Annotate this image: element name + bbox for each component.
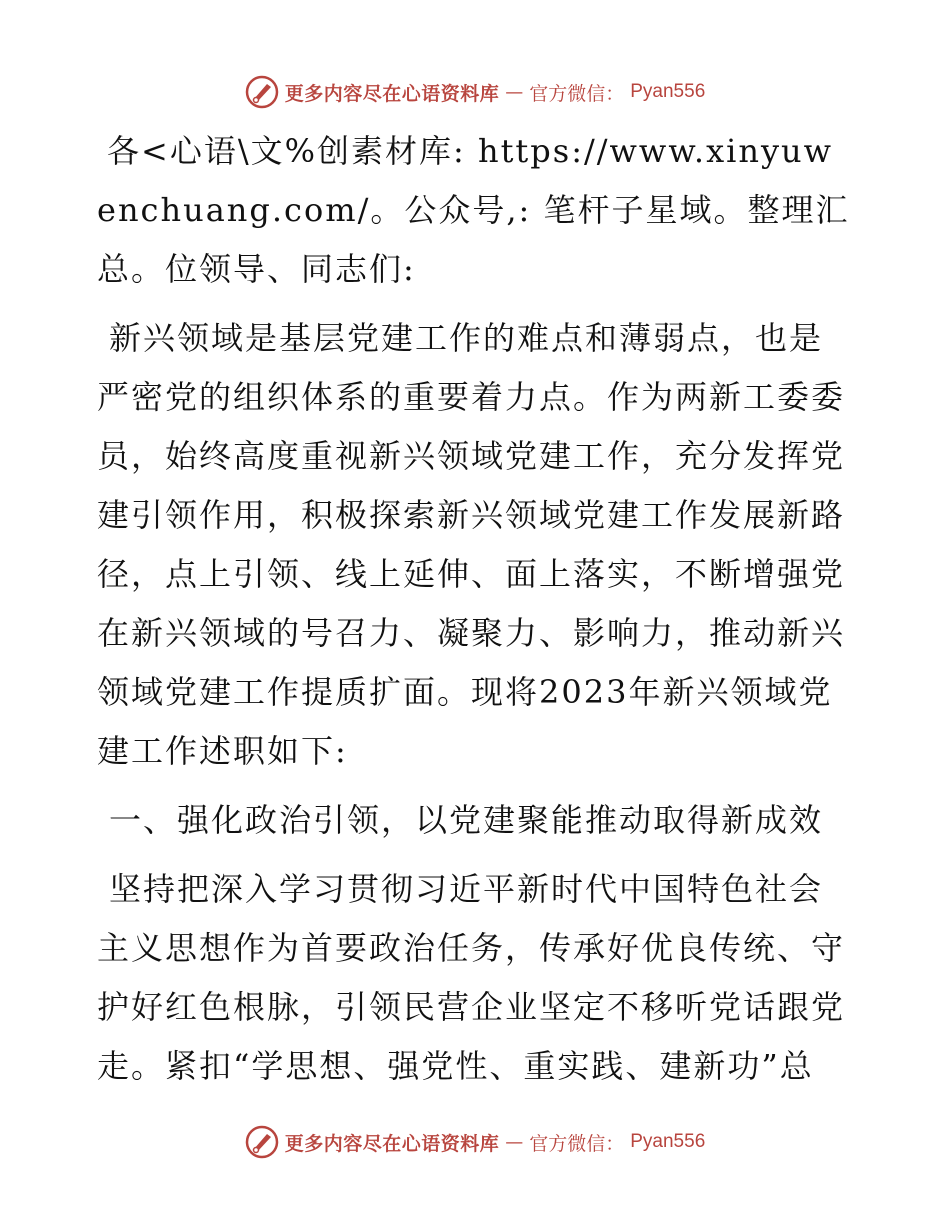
section-heading-1: 一、强化政治引领，以党建聚能推动取得新成效: [109, 801, 824, 839]
banner-slogan: 更多内容尽在心语资料库: [284, 1132, 500, 1155]
intro-paragraph: 各<心语\文%创素材库: https://www.xinyuwenchuang.com/。公众号,: 笔杆子星域。整理汇总。位领导、同志们:: [97, 132, 850, 288]
banner-slogan: 更多内容尽在心语资料库: [284, 82, 500, 105]
footer-banner: [0, 1122, 950, 1162]
brand-logo-icon: [245, 1125, 279, 1159]
banner-separator: —: [505, 1131, 524, 1153]
banner-wechat-id: Pyan556: [630, 81, 706, 102]
body-paragraph-2: 坚持把深入学习贯彻习近平新时代中国特色社会主义思想作为首要政治任务，传承好优良传统、守护好红色根脉，引领民营企业坚定不移听党话跟党走。紧扣“学思想、强党性、重实践、建新功”总: [97, 870, 846, 1085]
banner-wechat-label: 官方微信：: [529, 1132, 625, 1155]
banner-wechat-id: Pyan556: [630, 1131, 706, 1152]
banner-wechat-label: 官方微信：: [529, 82, 625, 105]
document-body: [97, 122, 852, 1106]
brand-logo-icon: [245, 75, 279, 109]
header-banner: [0, 72, 950, 112]
body-paragraph-1: 新兴领域是基层党建工作的难点和薄弱点，也是严密党的组织体系的重要着力点。作为两新工委委员，始终高度重视新兴领域党建工作，充分发挥党建引领作用，积极探索新兴领域党建工作发展新路径，点上引领、线上延伸、面上落实，不断增强党在新兴领域的号召力、凝聚力、影响力，推动新兴领域党建工作提质扩面。现将2023年新兴领域党建工作述职如下:: [97, 319, 846, 770]
banner-separator: —: [505, 81, 524, 103]
